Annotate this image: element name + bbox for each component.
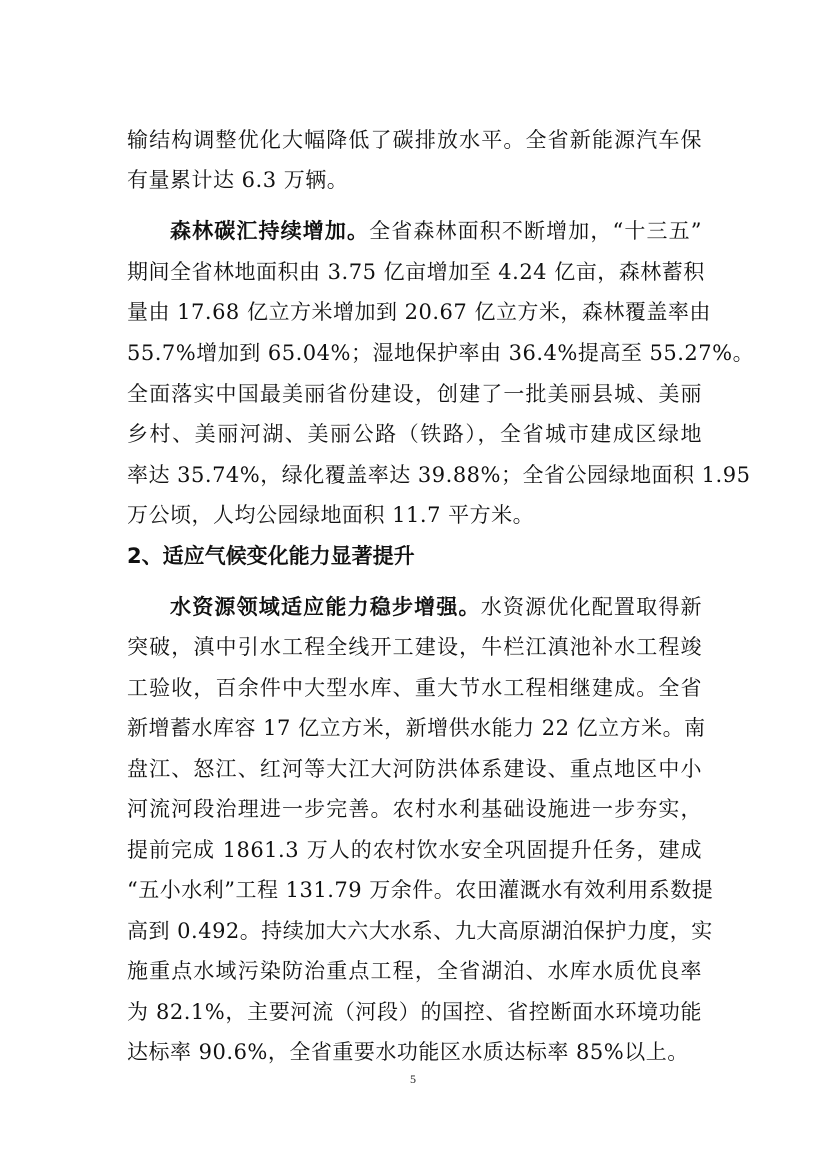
paragraph-lead: 水资源领域适应能力稳步增强。	[170, 595, 481, 619]
text-line: 新增蓄水库容 17 亿立方米，新增供水能力 22 亿立方米。南	[127, 716, 706, 740]
text-line: 提前完成 1861.3 万人的农村饮水安全巩固提升任务，建成	[127, 838, 702, 862]
text-line: 盘江、怒江、红河等大江大河防洪体系建设、重点地区中小	[127, 757, 702, 781]
paragraph-text: 全省森林面积不断增加，“十三五”	[369, 219, 702, 243]
text-line: 工验收，百余件中大型水库、重大节水工程相继建成。全省	[127, 676, 702, 700]
text-line: 量由 17.68 亿立方米增加到 20.67 亿立方米，森林覆盖率由	[127, 300, 711, 324]
text-line: 全面落实中国最美丽省份建设，创建了一批美丽县城、美丽	[127, 382, 702, 406]
text-line: 达标率 90.6%，全省重要水功能区水质达标率 85%以上。	[127, 1040, 689, 1064]
paragraph-first-line	[170, 587, 702, 627]
page-number: 5	[410, 1072, 416, 1086]
text-line: 有量累计达 6.3 万辆。	[127, 168, 349, 192]
text-line: 突破，滇中引水工程全线开工建设，牛栏江滇池补水工程竣	[127, 635, 702, 659]
text-line: 施重点水域污染防治重点工程，全省湖泊、水库水质优良率	[127, 959, 702, 983]
text-line: 乡村、美丽河湖、美丽公路（铁路），全省城市建成区绿地	[127, 422, 702, 446]
paragraph-text: 水资源优化配置取得新	[480, 595, 703, 619]
text-line: 率达 35.74%，绿化覆盖率达 39.88%；全省公园绿地面积 1.95	[127, 463, 751, 487]
text-line: 河流河段治理进一步完善。农村水利基础设施进一步夯实，	[127, 797, 702, 821]
text-line: 万公顷，人均公园绿地面积 11.7 平方米。	[127, 503, 535, 527]
text-line: 期间全省林地面积由 3.75 亿亩增加至 4.24 亿亩，森林蓄积	[127, 260, 705, 284]
text-line: 55.7%增加到 65.04%；湿地保护率由 36.4%提高至 55.27%。	[127, 341, 755, 365]
text-line: 为 82.1%，主要河流（河段）的国控、省控断面水环境功能	[127, 1000, 702, 1024]
text-line: “五小水利”工程 131.79 万余件。农田灌溉水有效利用系数提	[127, 878, 714, 902]
section-heading: 2、适应气候变化能力显著提升	[127, 544, 415, 568]
text-line: 高到 0.492。持续加大六大水系、九大高原湖泊保护力度，实	[127, 919, 713, 943]
paragraph-first-line	[170, 211, 702, 251]
text-line: 输结构调整优化大幅降低了碳排放水平。全省新能源汽车保	[127, 128, 702, 152]
paragraph-lead: 森林碳汇持续增加。	[170, 219, 370, 243]
